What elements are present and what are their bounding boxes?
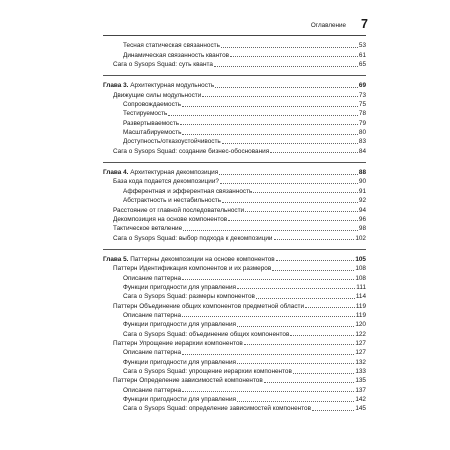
toc-entry-title: Сага о Sysops Squad: объединение общих компонентов — [123, 330, 290, 338]
toc-entry — [103, 214, 366, 223]
toc-page-number: 83 — [358, 138, 366, 146]
toc-page-number: 122 — [355, 330, 366, 338]
toc-entry — [103, 272, 366, 281]
dot-leader — [202, 95, 358, 97]
toc-entry — [103, 300, 366, 309]
toc-entry — [103, 232, 366, 241]
toc-page-number: 127 — [355, 339, 366, 347]
toc-entry-title: Описание паттерна — [123, 386, 182, 394]
toc-entry-title: Функции пригодности для управления — [123, 321, 236, 329]
toc-entry — [103, 319, 366, 328]
toc-entry-title: Тесная статическая связанность — [123, 42, 220, 50]
dot-leader — [237, 400, 354, 402]
toc-entry — [103, 394, 366, 403]
toc-entry-title: База кода подается декомпозиции? — [113, 178, 219, 186]
toc-chapter-entry — [103, 254, 366, 263]
dot-leader — [221, 46, 358, 48]
toc-chapter-entry — [103, 167, 366, 176]
toc-entry-title: Тестируемость — [123, 110, 168, 118]
dot-leader — [182, 133, 357, 135]
toc-page-number: 108 — [355, 274, 366, 282]
toc-entry — [103, 291, 366, 300]
toc-entry-title: Сага о Sysops Squad: определение зависимостей компонентов — [123, 405, 311, 413]
dot-leader — [222, 201, 358, 203]
toc-page-number: 88 — [358, 169, 366, 177]
toc-page-number: 120 — [355, 321, 366, 329]
toc-entry-title: Функции пригодности для управления — [123, 396, 236, 404]
chapter-label: Глава 5. — [103, 255, 129, 263]
toc-page-number: 91 — [358, 187, 366, 195]
toc-page-number: 119 — [355, 302, 366, 310]
toc-entry-title: Движущие силы модульности — [113, 91, 202, 99]
toc-entry-title: Доступность/отказоустойчивость — [123, 138, 221, 146]
chapter-title: Архитектурная модульность — [130, 82, 215, 90]
toc-page-number: 127 — [355, 349, 366, 357]
toc-page-number: 114 — [355, 293, 366, 301]
dot-leader — [222, 142, 358, 144]
toc-entry — [103, 185, 366, 194]
toc-entry-title: Сага о Sysops Squad: выбор подхода к декомпозиции — [113, 234, 273, 242]
dot-leader — [182, 315, 355, 317]
dot-leader — [182, 390, 354, 392]
dot-leader — [219, 173, 358, 175]
toc-page-number: 79 — [358, 119, 366, 127]
toc-page-number: 84 — [358, 147, 366, 155]
toc-entry — [103, 366, 366, 375]
toc-entry — [103, 99, 366, 108]
dot-leader — [237, 325, 354, 327]
toc-entry-title: Сага о Sysops Squad: упрощение иерархии компонентов — [123, 368, 292, 375]
toc-entry-title: Паттерн Упрощение иерархии компонентов — [113, 339, 243, 347]
toc-entry — [103, 403, 366, 412]
toc-page-number: 108 — [355, 265, 366, 273]
toc-page-number: 98 — [358, 225, 366, 233]
dot-leader — [182, 105, 358, 107]
toc-entry — [103, 136, 366, 145]
toc-page-number: 80 — [358, 129, 366, 137]
toc-entry-title — [103, 256, 275, 263]
toc-entry — [103, 263, 366, 272]
toc-entry-title: Сопровождаемость — [123, 101, 182, 109]
toc-page-number: 137 — [355, 386, 366, 394]
header-rule — [103, 35, 366, 36]
toc-entry — [103, 384, 366, 393]
toc-entry-title: Абстрактность и нестабильность — [123, 197, 222, 205]
dot-leader — [230, 55, 358, 57]
page-number: 7 — [361, 17, 368, 31]
toc-entry-title: Функции пригодности для управления — [123, 283, 236, 291]
toc-page-number: 102 — [355, 234, 366, 242]
toc-page-number: 133 — [355, 368, 366, 375]
section-divider — [103, 162, 366, 163]
chapter-title: Паттерны декомпозиции на основе компонентов — [130, 255, 275, 263]
toc-entry — [103, 59, 366, 68]
toc-entry-title: Тактическое ветвление — [113, 225, 183, 233]
toc-entry — [103, 195, 366, 204]
dot-leader — [183, 229, 358, 231]
toc-entry — [103, 356, 366, 365]
toc-entry — [103, 108, 366, 117]
toc-page-number: 65 — [358, 61, 366, 69]
section-gap — [103, 242, 366, 247]
dot-leader — [274, 238, 355, 240]
toc-entry — [103, 282, 366, 291]
dot-leader — [253, 191, 358, 193]
dot-leader — [214, 65, 358, 67]
toc-page-number: 61 — [358, 51, 366, 59]
toc-entry-title: Паттерн Идентификация компонентов и их размеров — [113, 265, 272, 273]
toc-page-number: 78 — [358, 110, 366, 118]
toc-page-number: 90 — [358, 178, 366, 186]
toc-entry — [103, 328, 366, 337]
dot-leader — [312, 409, 354, 411]
dot-leader — [290, 334, 354, 336]
dot-leader — [305, 306, 355, 308]
toc-page-number: 75 — [358, 101, 366, 109]
toc-page-number: 105 — [355, 255, 366, 263]
toc-entry-title: Сага о Sysops Squad: размеры компонентов — [123, 293, 255, 301]
toc-entry-title: Функции пригодности для управления — [123, 358, 236, 366]
dot-leader — [244, 343, 355, 345]
dot-leader — [168, 114, 358, 116]
toc-page-number: 92 — [358, 197, 366, 205]
dot-leader — [237, 287, 355, 289]
dot-leader — [182, 278, 354, 280]
toc-entry — [103, 49, 366, 58]
toc-page-number: 111 — [356, 283, 366, 291]
dot-leader — [264, 381, 355, 383]
toc-entry-title: Афферентная и эфферентная связанность — [123, 187, 253, 195]
section-divider — [103, 249, 366, 250]
toc-page-number: 69 — [358, 82, 366, 90]
toc-entry — [103, 127, 366, 136]
toc-page-number: 145 — [355, 405, 366, 413]
toc-entry-title: Сага о Sysops Squad: создание бизнес-обоснования — [113, 147, 270, 155]
section-divider — [103, 75, 366, 76]
toc-entry — [103, 223, 366, 232]
chapter-title: Архитектурная декомпозиция — [130, 169, 219, 177]
toc-entry-title: Описание паттерна — [123, 349, 182, 357]
toc-entry — [103, 204, 366, 213]
toc-page-number: 53 — [358, 42, 366, 50]
dot-leader — [180, 123, 358, 125]
dot-leader — [215, 86, 358, 88]
toc-entry — [103, 117, 366, 126]
toc-entry-title: Декомпозиция на основе компонентов — [113, 215, 228, 223]
toc-entry-title: Динамическая связанность квантов — [123, 51, 230, 59]
toc-entry — [103, 40, 366, 49]
toc-entry-title: Паттерн Определение зависимостей компонентов — [113, 377, 263, 385]
dot-leader — [293, 372, 354, 374]
toc-entry-title: Сага о Sysops Squad: суть кванта — [113, 61, 213, 69]
toc-entry-title — [103, 82, 214, 89]
dot-leader — [182, 353, 354, 355]
toc-entry-title: Масштабируемость — [123, 129, 182, 137]
toc-entry — [103, 347, 366, 356]
toc-entry — [103, 375, 366, 384]
header-title: Оглавление — [310, 22, 346, 29]
dot-leader — [245, 210, 358, 212]
chapter-label: Глава 4. — [103, 169, 129, 177]
toc-entry — [103, 338, 366, 347]
toc-entry-title: Описание паттерна — [123, 274, 182, 282]
dot-leader — [228, 219, 358, 221]
toc-entry-title — [103, 169, 218, 176]
dot-leader — [270, 151, 358, 153]
toc-entry — [103, 310, 366, 319]
toc-page-number: 132 — [355, 358, 366, 366]
toc-page-number: 96 — [358, 215, 366, 223]
toc-entry-title: Паттерн Объединение общих компонентов предметной области — [113, 302, 305, 310]
dot-leader — [276, 259, 355, 261]
dot-leader — [220, 182, 358, 184]
toc-page-number: 94 — [358, 206, 366, 214]
dot-leader — [237, 362, 354, 364]
toc-entry — [103, 89, 366, 98]
toc-page-number: 142 — [355, 396, 366, 404]
toc-entry-title: Описание паттерна — [123, 311, 182, 319]
toc-page-number: 119 — [355, 311, 366, 319]
toc-chapter-entry — [103, 80, 366, 89]
toc-entry — [103, 176, 366, 185]
section-gap — [103, 155, 366, 160]
toc-page-number: 135 — [355, 377, 366, 385]
table-of-contents — [103, 40, 366, 412]
toc-entry-title: Развертываемость — [123, 119, 180, 127]
dot-leader — [256, 297, 355, 299]
toc-entry-title: Расстояние от главной последовательности — [113, 206, 245, 214]
chapter-label: Глава 3. — [103, 82, 129, 90]
dot-leader — [272, 269, 354, 271]
toc-entry — [103, 145, 366, 154]
toc-page-number: 73 — [358, 91, 366, 99]
section-gap — [103, 68, 366, 73]
